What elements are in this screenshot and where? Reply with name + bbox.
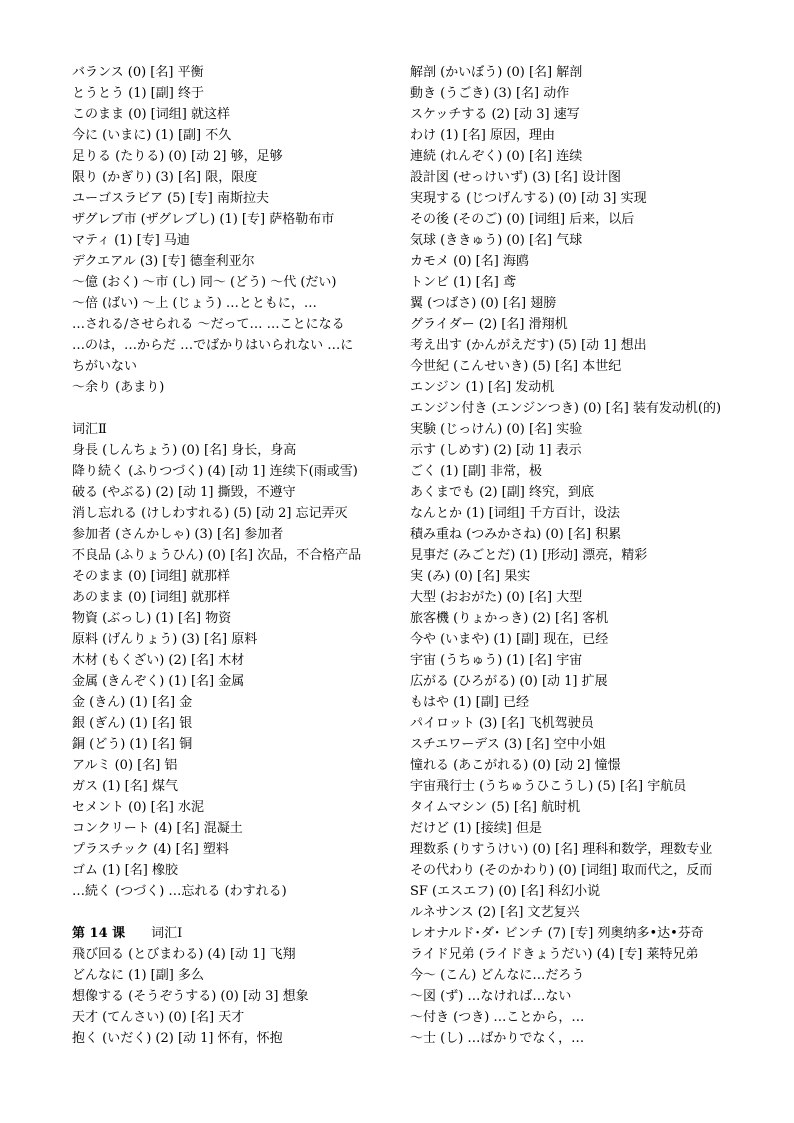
vocab-entry: エンジン付き (エンジンつき) (0) [名] 装有发动机(的) <box>410 401 722 416</box>
vocab-entry: バランス (0) [名] 平衡 <box>72 65 204 80</box>
grammar-line: …される/させられる ～だって… …ことになる <box>72 317 345 332</box>
left-column <box>72 62 397 1049</box>
vocab-entry: 解剖 (かいぼう) (0) [名] 解剖 <box>410 65 583 80</box>
vocab-entry: 広がる (ひろがる) (0) [动 1] 扩展 <box>410 674 608 689</box>
vocab-entry: 宇宙飛行士 (うちゅうひこうし) (5) [名] 宇航员 <box>410 779 687 794</box>
vocab-entry: 限り (かぎり) (3) [名] 限，限度 <box>72 170 258 185</box>
vocab-entry: その代わり (そのかわり) (0) [词组] 取而代之，反而 <box>410 863 713 878</box>
grammar-line: …続く (つづく) …忘れる (わすれる) <box>72 884 287 899</box>
vocab-entry: 原料 (げんりょう) (3) [名] 原料 <box>72 632 258 647</box>
vocab-entry: 銅 (どう) (1) [名] 铜 <box>72 737 193 752</box>
vocab-entry: ライド兄弟 (ライドきょうだい) (4) [专] 莱特兄弟 <box>410 947 699 962</box>
vocab-entry: 連続 (れんぞく) (0) [名] 连续 <box>410 149 583 164</box>
vocab-entry: 気球 (ききゅう) (0) [名] 气球 <box>410 233 583 248</box>
vocab-entry: グライダー (2) [名] 滑翔机 <box>410 317 568 332</box>
lesson-number: 第 14 课 <box>72 926 126 941</box>
vocab-entry: ごく (1) [副] 非常，极 <box>410 464 542 479</box>
vocab-entry: 今世紀 (こんせいき) (5) [名] 本世纪 <box>410 359 622 374</box>
vocab-entry: タイムマシン (5) [名] 航时机 <box>410 800 581 815</box>
vocab-entry: 物資 (ぶっし) (1) [名] 物资 <box>72 611 232 626</box>
vocab-entry: 飛び回る (とびまわる) (4) [动 1] 飞翔 <box>72 947 296 962</box>
vocab-entry: もはや (1) [副] 已经 <box>410 695 529 710</box>
vocab-entry: ザグレブ市 (ザグレブし) (1) [专] 萨格勒布市 <box>72 212 335 227</box>
vocab-entry: あくまでも (2) [副] 终究，到底 <box>410 485 594 500</box>
grammar-line: ～倍 (ばい) ～上 (じょう) …とともに，… <box>72 296 317 311</box>
vocab-entry: 降り続く (ふりつづく) (4) [动 1] 连续下(雨或雪) <box>72 464 358 479</box>
vocab-entry: ルネサンス (2) [名] 文艺复兴 <box>410 905 580 920</box>
vocab-entry: 実現する (じつげんする) (0) [动 3] 实现 <box>410 191 647 206</box>
vocab-entry: 宇宙 (うちゅう) (1) [名] 宇宙 <box>410 653 583 668</box>
vocab-entry: SF (エスエフ) (0) [名] 科幻小说 <box>410 884 601 899</box>
vocab-entry: その後 (そのご) (0) [词组] 后来，以后 <box>410 212 635 227</box>
blank-line <box>72 902 397 923</box>
vocab-entry: 動き (うごき) (3) [名] 动作 <box>410 86 570 101</box>
vocab-entry: あのまま (0) [词组] 就那样 <box>72 590 230 605</box>
vocab-entry: そのまま (0) [词组] 就那样 <box>72 569 230 584</box>
vocab-entry: 大型 (おおがた) (0) [名] 大型 <box>410 590 583 605</box>
grammar-line: …のは，…からだ …でばかりはいられない …に <box>72 338 354 353</box>
vocab-entry: 破る (やぶる) (2) [动 1] 撕毁，不遵守 <box>72 485 296 500</box>
vocab-entry: 積み重ね (つみかさね) (0) [名] 积累 <box>410 527 622 542</box>
vocab-entry: レオナルド･ダ･ ビンチ (7) [专] 列奥纳多•达•芬奇 <box>410 926 704 941</box>
vocab-entry: とうとう (1) [副] 终于 <box>72 86 204 101</box>
vocab-entry: セメント (0) [名] 水泥 <box>72 800 204 815</box>
vocab-entry: スケッチする (2) [动 3] 速写 <box>410 107 580 122</box>
vocab-entry: 実験 (じっけん) (0) [名] 实验 <box>410 422 583 437</box>
vocab-entry: どんなに (1) [副] 多么 <box>72 968 204 983</box>
grammar-line: 今～ (こん) どんなに…だろう <box>410 968 585 983</box>
vocab-entry: カモメ (0) [名] 海鸥 <box>410 254 529 269</box>
vocab-entry: 足りる (たりる) (0) [动 2] 够，足够 <box>72 149 283 164</box>
vocab-entry: 銀 (ぎん) (1) [名] 银 <box>72 716 193 731</box>
vocab-entry: 考え出す (かんがえだす) (5) [动 1] 想出 <box>410 338 647 353</box>
vocab-entry: 想像する (そうぞうする) (0) [动 3] 想象 <box>72 989 309 1004</box>
vocab-entry: コンクリート (4) [名] 混凝土 <box>72 821 243 836</box>
vocab-entry: 見事だ (みごとだ) (1) [形动] 漂亮，精彩 <box>410 548 648 563</box>
grammar-line: ～余り (あまり) <box>72 380 165 395</box>
blank-line <box>72 398 397 419</box>
vocab-entry: マティ (1) [专] 马迪 <box>72 233 190 248</box>
section-heading: 词汇Ⅰ <box>151 926 183 941</box>
vocab-entry: 抱く (いだく) (2) [动 1] 怀有，怀抱 <box>72 1031 283 1046</box>
vocab-entry: 不良品 (ふりょうひん) (0) [名] 次品，不合格产品 <box>72 548 362 563</box>
vocab-entry: このまま (0) [词组] 就这样 <box>72 107 230 122</box>
grammar-line: ～億 (おく) ～市 (し) 同～ (どう) ～代 (だい) <box>72 275 337 290</box>
vocab-entry: だけど (1) [接续] 但是 <box>410 821 542 836</box>
vocab-entry: 示す (しめす) (2) [动 1] 表示 <box>410 443 582 458</box>
section-heading: 词汇Ⅱ <box>72 422 107 437</box>
vocab-entry: ゴム (1) [名] 橡胶 <box>72 863 178 878</box>
vocab-entry: アルミ (0) [名] 铝 <box>72 758 178 773</box>
vocab-entry: 翼 (つばさ) (0) [名] 翅膀 <box>410 296 557 311</box>
vocab-entry: 参加者 (さんかしゃ) (3) [名] 参加者 <box>72 527 284 542</box>
grammar-line: ～図 (ず) …なければ…ない <box>410 989 572 1004</box>
vocab-entry: わけ (1) [名] 原因，理由 <box>410 128 555 143</box>
vocab-entry: トンビ (1) [名] 鸢 <box>410 275 516 290</box>
lesson-heading <box>72 923 397 944</box>
vocab-entry: 木材 (もくざい) (2) [名] 木材 <box>72 653 245 668</box>
grammar-line: ～付き (つき) …ことから，… <box>410 1010 585 1025</box>
vocab-entry: 今や (いまや) (1) [副] 现在，已经 <box>410 632 609 647</box>
vocab-entry: 憧れる (あこがれる) (0) [动 2] 憧憬 <box>410 758 621 773</box>
vocab-entry: 金 (きん) (1) [名] 金 <box>72 695 193 710</box>
vocab-entry: プラスチック (4) [名] 塑料 <box>72 842 229 857</box>
grammar-line: ちがいない <box>72 359 138 374</box>
vocab-entry: なんとか (1) [词组] 千方百计，设法 <box>410 506 620 521</box>
vocab-entry: 天才 (てんさい) (0) [名] 天才 <box>72 1010 245 1025</box>
vocab-entry: ユーゴスラビア (5) [专] 南斯拉夫 <box>72 191 269 206</box>
vocab-entry: 身長 (しんちょう) (0) [名] 身长，身高 <box>72 443 297 458</box>
grammar-line: ～士 (し) …ばかりでなく，… <box>410 1031 585 1046</box>
vocab-entry: 今に (いまに) (1) [副] 不久 <box>72 128 232 143</box>
vocab-entry: ガス (1) [名] 煤气 <box>72 779 178 794</box>
vocab-entry: エンジン (1) [名] 发动机 <box>410 380 555 395</box>
vocab-entry: スチエワーデス (3) [名] 空中小姐 <box>410 737 606 752</box>
vocab-entry: 実 (み) (0) [名] 果实 <box>410 569 531 584</box>
vocab-entry: 消し忘れる (けしわすれる) (5) [动 2] 忘记弄灭 <box>72 506 348 521</box>
vocab-entry: 理数系 (りすうけい) (0) [名] 理科和数学，理数专业 <box>410 842 713 857</box>
vocab-entry: 金属 (きんぞく) (1) [名] 金属 <box>72 674 245 689</box>
right-column <box>410 62 790 1049</box>
vocab-entry: 旅客機 (りょかっき) (2) [名] 客机 <box>410 611 609 626</box>
vocab-entry: 設計図 (せっけいず) (3) [名] 设计图 <box>410 170 621 185</box>
vocab-entry: パイロット (3) [名] 飞机驾驶员 <box>410 716 594 731</box>
vocab-entry: デクエアル (3) [专] 德奎利亚尔 <box>72 254 255 269</box>
